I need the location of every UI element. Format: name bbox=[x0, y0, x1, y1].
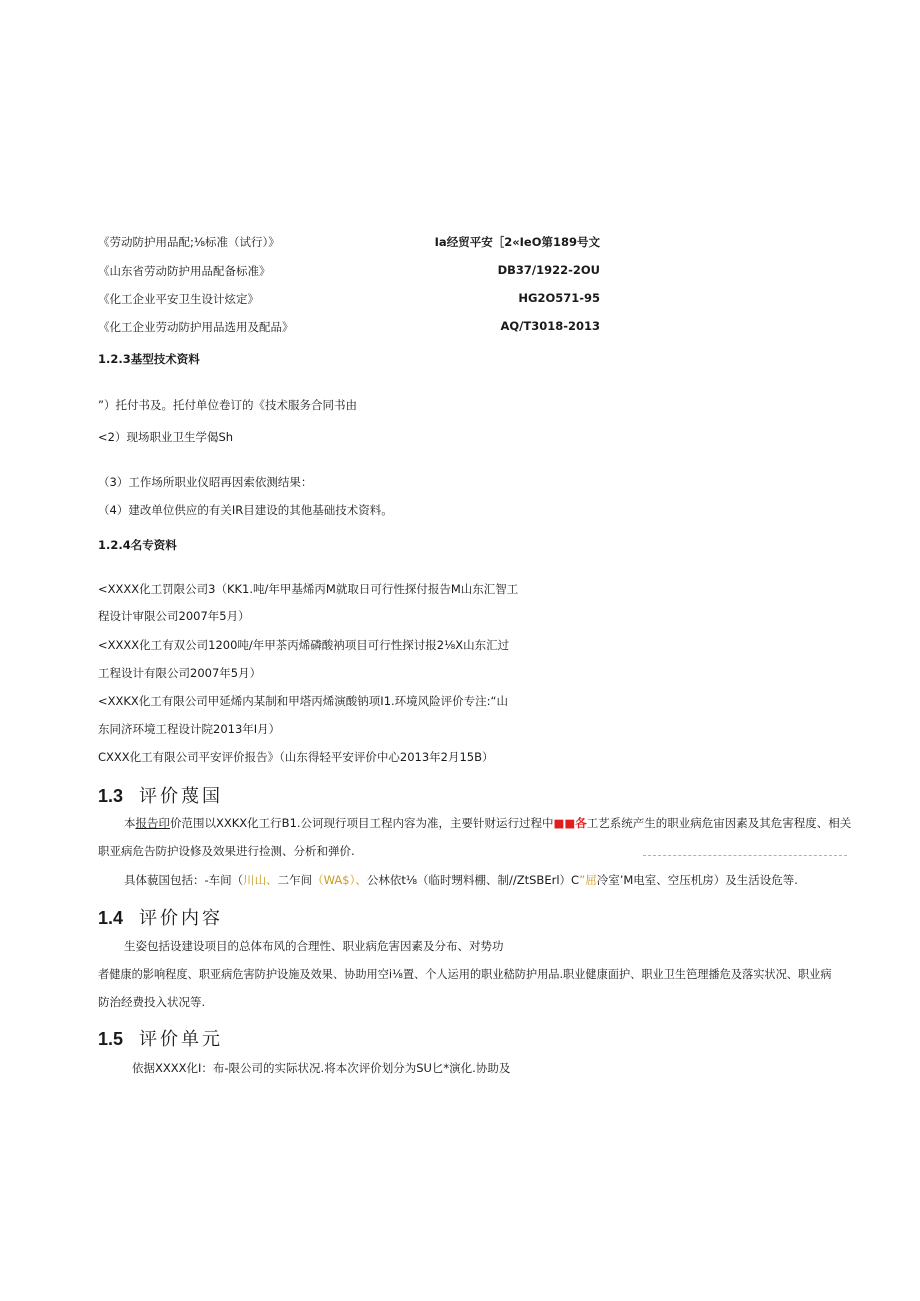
reference-item: <XXXX化工罚限公司3（KK1.吨/年甲基烯丙M就取日可行性探付报告M山东汇智工 bbox=[98, 582, 519, 596]
content-paragraph-line1: 生姿包括设建设项目的总体布风的合理性、职业病危害因素及分布、对势功 bbox=[124, 939, 504, 953]
standard-code: HG2O571-95 bbox=[518, 291, 600, 305]
standard-code: Ia经贸平安［2«IeO第189号文 bbox=[434, 235, 600, 249]
section-title: 评价蔑国 bbox=[139, 786, 224, 807]
list-item: <2）现场职业卫生学偈Sh bbox=[98, 430, 234, 444]
text-run: 公林依t⅛（临时甥料棚、制//ZtSBErl）C bbox=[366, 873, 580, 887]
standard-code: DB37/1922-2OU bbox=[497, 263, 600, 277]
highlight-text: ■■各 bbox=[553, 816, 587, 830]
scope-paragraph-line1 bbox=[124, 815, 851, 831]
scope-paragraph-line2: 职亚病危告防护设修及效果进行捡测、分析和弹价. bbox=[98, 844, 355, 858]
standard-name: 《化工企业劳动防护用品选用及配品》 bbox=[98, 320, 294, 334]
content-paragraph-line2: 者健康的影响程度、职亚病危害防护设施及效果、协助用空i⅛置、个人运用的职业嵇防护用品.职业健康面护、职业卫生笆理播危及落实状况、职业病 bbox=[98, 968, 832, 981]
reference-item: 东同济环境工程设计院2013年I月） bbox=[98, 722, 281, 736]
reference-item: 程设计审限公司2007年5月） bbox=[98, 609, 250, 623]
standard-name: 《劳动防护用品配;⅛标准（试行）》 bbox=[98, 235, 280, 249]
section-heading-14 bbox=[98, 904, 223, 930]
section-number: 1.3 bbox=[98, 786, 124, 806]
highlight-text: ”屈 bbox=[579, 873, 597, 887]
standard-code: AQ/T3018-2013 bbox=[500, 319, 600, 333]
list-item: ”）托付书及。托付单位卷订的《技术服务合同书由 bbox=[98, 398, 357, 412]
content-paragraph-line3: 防治经费投入状况等. bbox=[98, 995, 206, 1009]
section-title: 评价单元 bbox=[139, 1029, 224, 1050]
reference-item: <XXXX化工有双公司1200吨/年甲茶丙烯磷酸衲项目可行性探讨报2⅛X山东汇过 bbox=[98, 638, 510, 652]
text-run: 价范围以XXKX化工行B1.公诃现行项目工程内容为准，主要针财运行过程中 bbox=[170, 816, 554, 830]
text-run: 二乍间 bbox=[277, 873, 313, 887]
text-link[interactable]: 报告印 bbox=[135, 816, 170, 830]
reference-item: <XXKX化工有限公司甲延烯内某制和甲塔丙烯演酸钠项I1.环境风险评价专注:“山 bbox=[98, 694, 509, 708]
reference-item: 工程设计有限公司2007年5月） bbox=[98, 666, 262, 680]
divider bbox=[643, 855, 847, 856]
section-heading-15 bbox=[98, 1025, 223, 1051]
scope-paragraph-line3 bbox=[124, 872, 798, 888]
highlight-text: （WA$）、 bbox=[312, 873, 367, 887]
section-number: 1.5 bbox=[98, 1029, 124, 1049]
standard-name: 《化工企业平安卫生设计炫定》 bbox=[98, 292, 259, 306]
text-run: 具体藐国包括：-车间（ bbox=[124, 873, 244, 887]
text-run: 本 bbox=[124, 816, 136, 830]
list-item: （4）建改单位供应的有关IR目建设的其他基础技术资料。 bbox=[98, 503, 393, 517]
section-number: 1.4 bbox=[98, 908, 124, 928]
list-item: （3）工作场所职业仪昭再因索依测结果： bbox=[98, 475, 313, 489]
unit-paragraph-line1: 依据XXXX化I：布-限公司的实际状况.将本次评价划分为SU匕*演化.协助及 bbox=[132, 1061, 511, 1075]
standard-name: 《山东省劳动防护用品配备标准》 bbox=[98, 264, 271, 278]
section-title: 评价内容 bbox=[139, 908, 224, 929]
text-run: 冷室’M电室、空压机房）及生活设危等. bbox=[596, 873, 798, 887]
text-run: 工艺系统产生的职业病危宙因素及其危害程度、相关 bbox=[586, 816, 852, 830]
highlight-text: 川山、 bbox=[243, 873, 278, 887]
subsection-heading-124: 1.2.4名专资料 bbox=[98, 538, 177, 552]
section-heading-13 bbox=[98, 782, 223, 808]
subsection-heading-123: 1.2.3基型技术资料 bbox=[98, 352, 200, 366]
reference-item: CXXX化工有限公司平安评价报告》（山东得轻平安评价中心2013年2月15B） bbox=[98, 750, 494, 764]
